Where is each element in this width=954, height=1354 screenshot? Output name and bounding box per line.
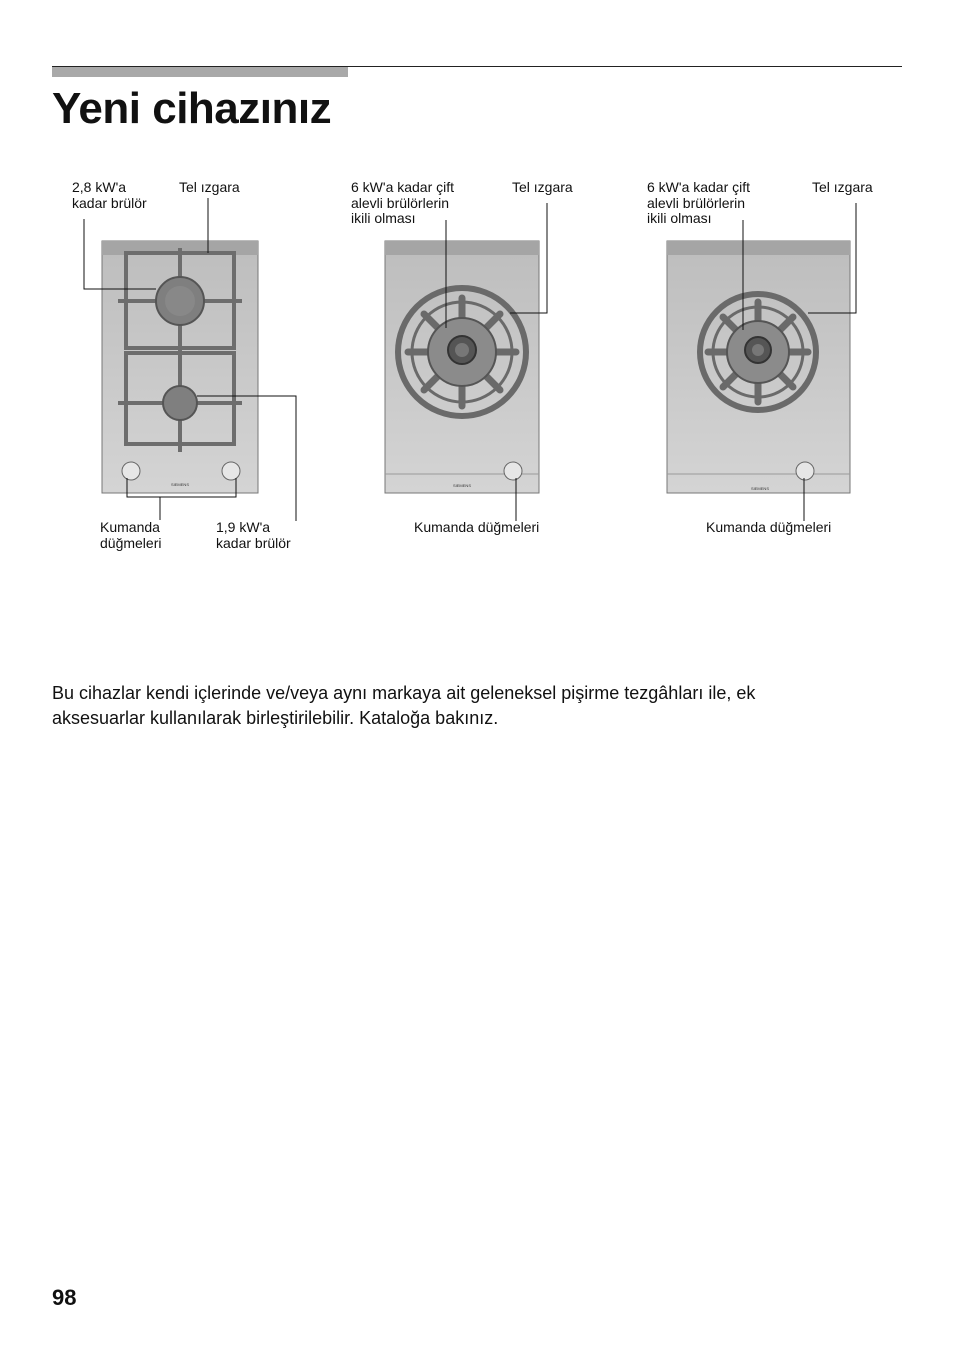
hob-1-burner-small-label: 1,9 kW'a kadar brülör [216,519,291,551]
hob-3-knobs-label: Kumanda düğmeleri [706,519,832,535]
hob-1 [84,198,296,521]
hob-illustrations [0,0,954,600]
page-title: Yeni cihazınız [52,84,332,133]
hob-2 [385,203,547,521]
hob-1-grid-label: Tel ızgara [179,179,240,195]
hob-1-brand: SIEMENS [170,482,190,487]
hob-2-grid-label: Tel ızgara [512,179,573,195]
hob-1-burner-large-label: 2,8 kW'a kadar brülör [72,179,147,211]
hob-2-wok-label: 6 kW'a kadar çift alevli brülörlerin ikili olması [351,179,455,226]
hob-3-grid-label: Tel ızgara [812,179,873,195]
hob-3-wok-label: 6 kW'a kadar çift alevli brülörlerin ikili olması [647,179,751,226]
hob-3-knob [796,462,814,480]
hob-2-brand: SIEMENS [452,483,472,488]
hob-1-knobs-label: Kumanda düğmeleri [100,519,162,551]
hob-1-burner-small [163,386,197,420]
hob-3-brand: SIEMENS [750,486,770,491]
hob-2-knobs-label: Kumanda düğmeleri [414,519,540,535]
body-paragraph: Bu cihazlar kendi içlerinde ve/veya aynı markaya ait geleneksel pişirme tezgâhları ile, ek aksesuarlar kullanılarak birleştirilebilir. Kataloğa bakınız. [52,683,756,728]
hob-2-knob [504,462,522,480]
hob-1-knob-left [122,462,140,480]
hob-1-knob-right [222,462,240,480]
page-number: 98 [52,1285,77,1310]
hob-3 [667,203,856,521]
